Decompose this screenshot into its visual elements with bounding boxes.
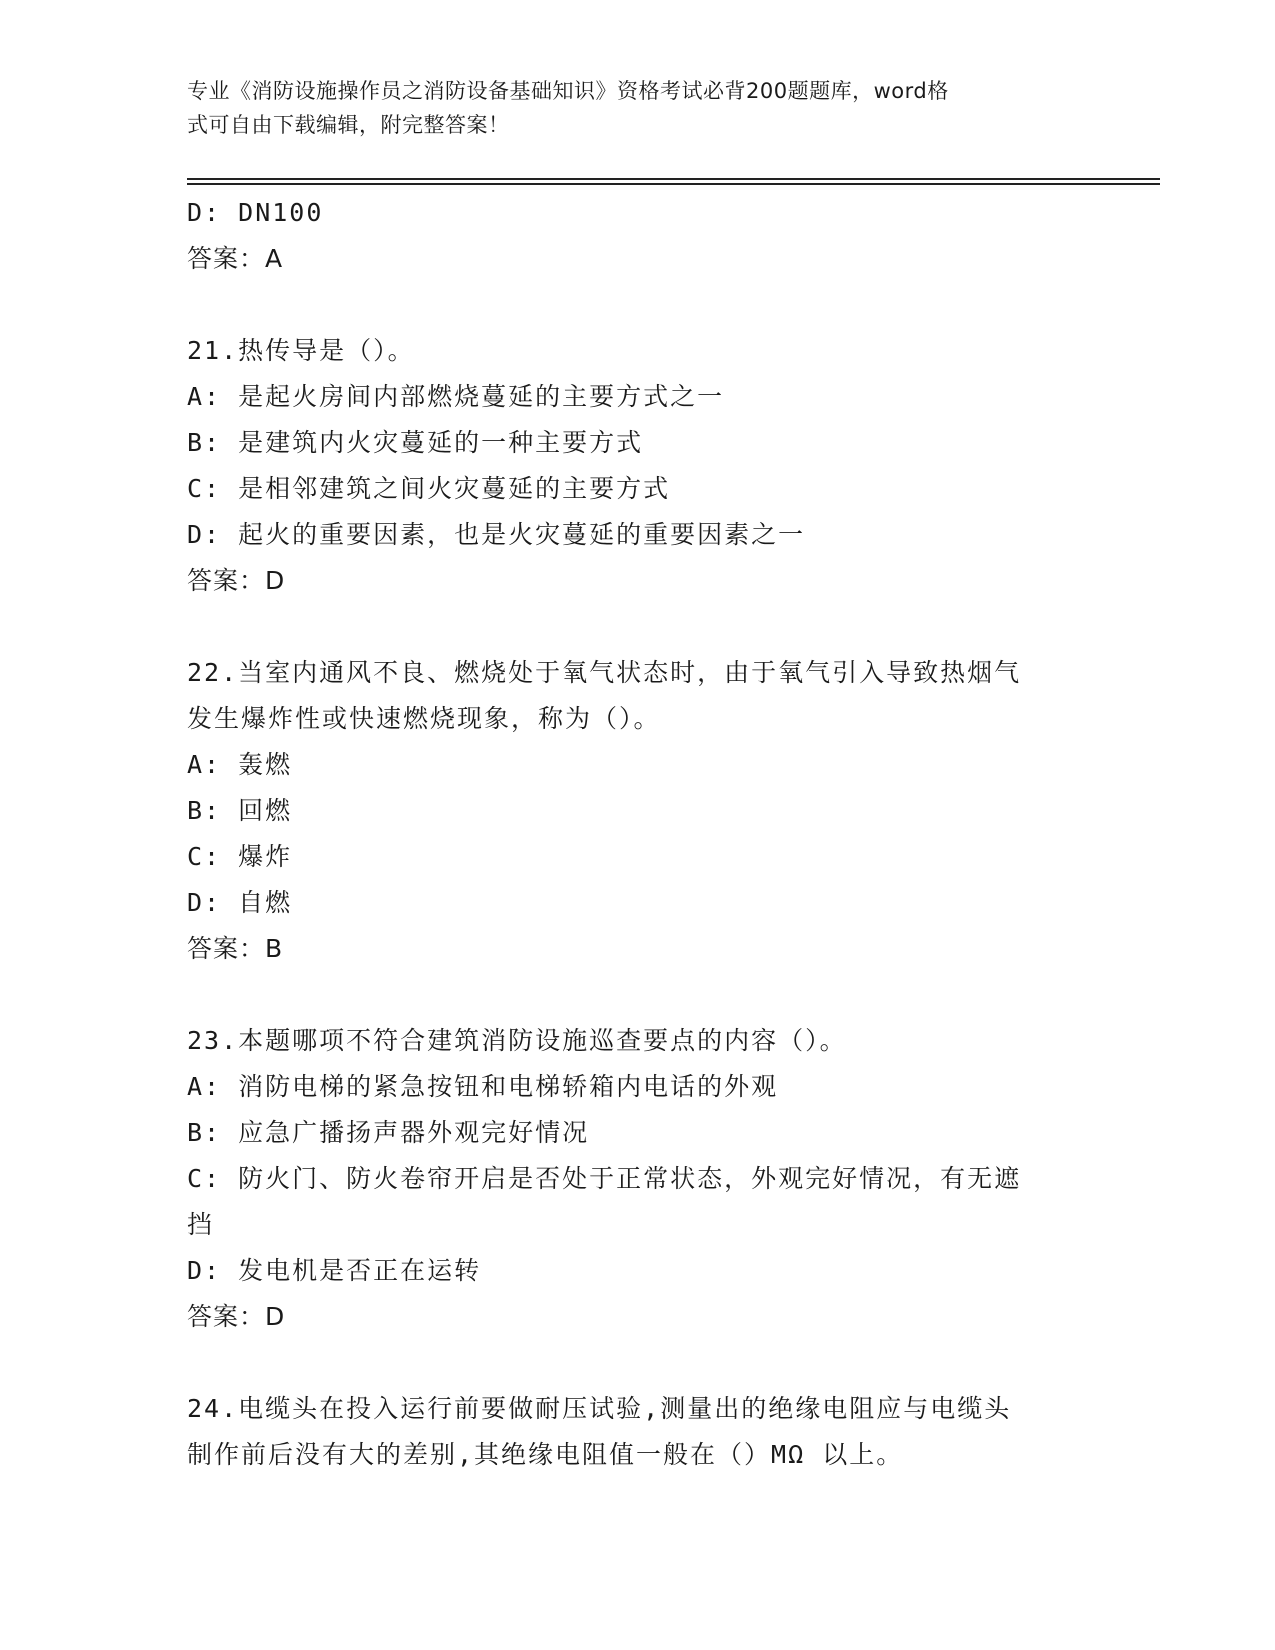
option-d: D: DN100 [187,198,324,227]
answer: 答案：D [187,566,286,595]
option-a: A: 消防电梯的紧急按钮和电梯轿箱内电话的外观 [187,1072,779,1101]
question-text: 24.电缆头在投入运行前要做耐压试验,测量出的绝缘电阻应与电缆头 [187,1394,1012,1423]
answer: 答案：B [187,934,284,963]
header-title-line-2: 式可自由下载编辑，附完整答案！ [187,113,510,137]
option-b: B: 应急广播扬声器外观完好情况 [187,1118,590,1147]
question-text: 22.当室内通风不良、燃烧处于氧气状态时，由于氧气引入导致热烟气 [187,658,1022,687]
document-header [187,74,1067,142]
option-c: C: 防火门、防火卷帘开启是否处于正常状态，外观完好情况，有无遮 [187,1164,1022,1193]
answer: 答案：D [187,1302,286,1331]
option-d: D: 自燃 [187,888,293,917]
question-21 [187,328,1087,604]
question-text-continued: 发生爆炸性或快速燃烧现象，称为（）。 [187,704,661,733]
answer: 答案：A [187,244,284,273]
question-22 [187,650,1087,972]
question-list [187,190,1087,1478]
header-title-line-1: 专业《消防设施操作员之消防设备基础知识》资格考试必背200题题库，word格 [187,79,949,103]
option-b: B: 回燃 [187,796,293,825]
question-24 [187,1386,1087,1478]
option-b: B: 是建筑内火灾蔓延的一种主要方式 [187,428,644,457]
question-text: 21.热传导是（）。 [187,336,415,365]
option-c: C: 爆炸 [187,842,293,871]
header-rule-bottom [187,183,1160,185]
option-c: C: 是相邻建筑之间火灾蔓延的主要方式 [187,474,671,503]
option-a: A: 是起火房间内部燃烧蔓延的主要方式之一 [187,382,725,411]
option-c-continued: 挡 [187,1210,215,1239]
question-text: 23.本题哪项不符合建筑消防设施巡查要点的内容（）。 [187,1026,847,1055]
question-23 [187,1018,1087,1340]
option-d: D: 起火的重要因素，也是火灾蔓延的重要因素之一 [187,520,806,549]
question-text-continued: 制作前后没有大的差别,其绝缘电阻值一般在（）MΩ 以上。 [187,1440,904,1469]
option-d: D: 发电机是否正在运转 [187,1256,482,1285]
header-rule-top [187,178,1160,180]
option-a: A: 轰燃 [187,750,293,779]
